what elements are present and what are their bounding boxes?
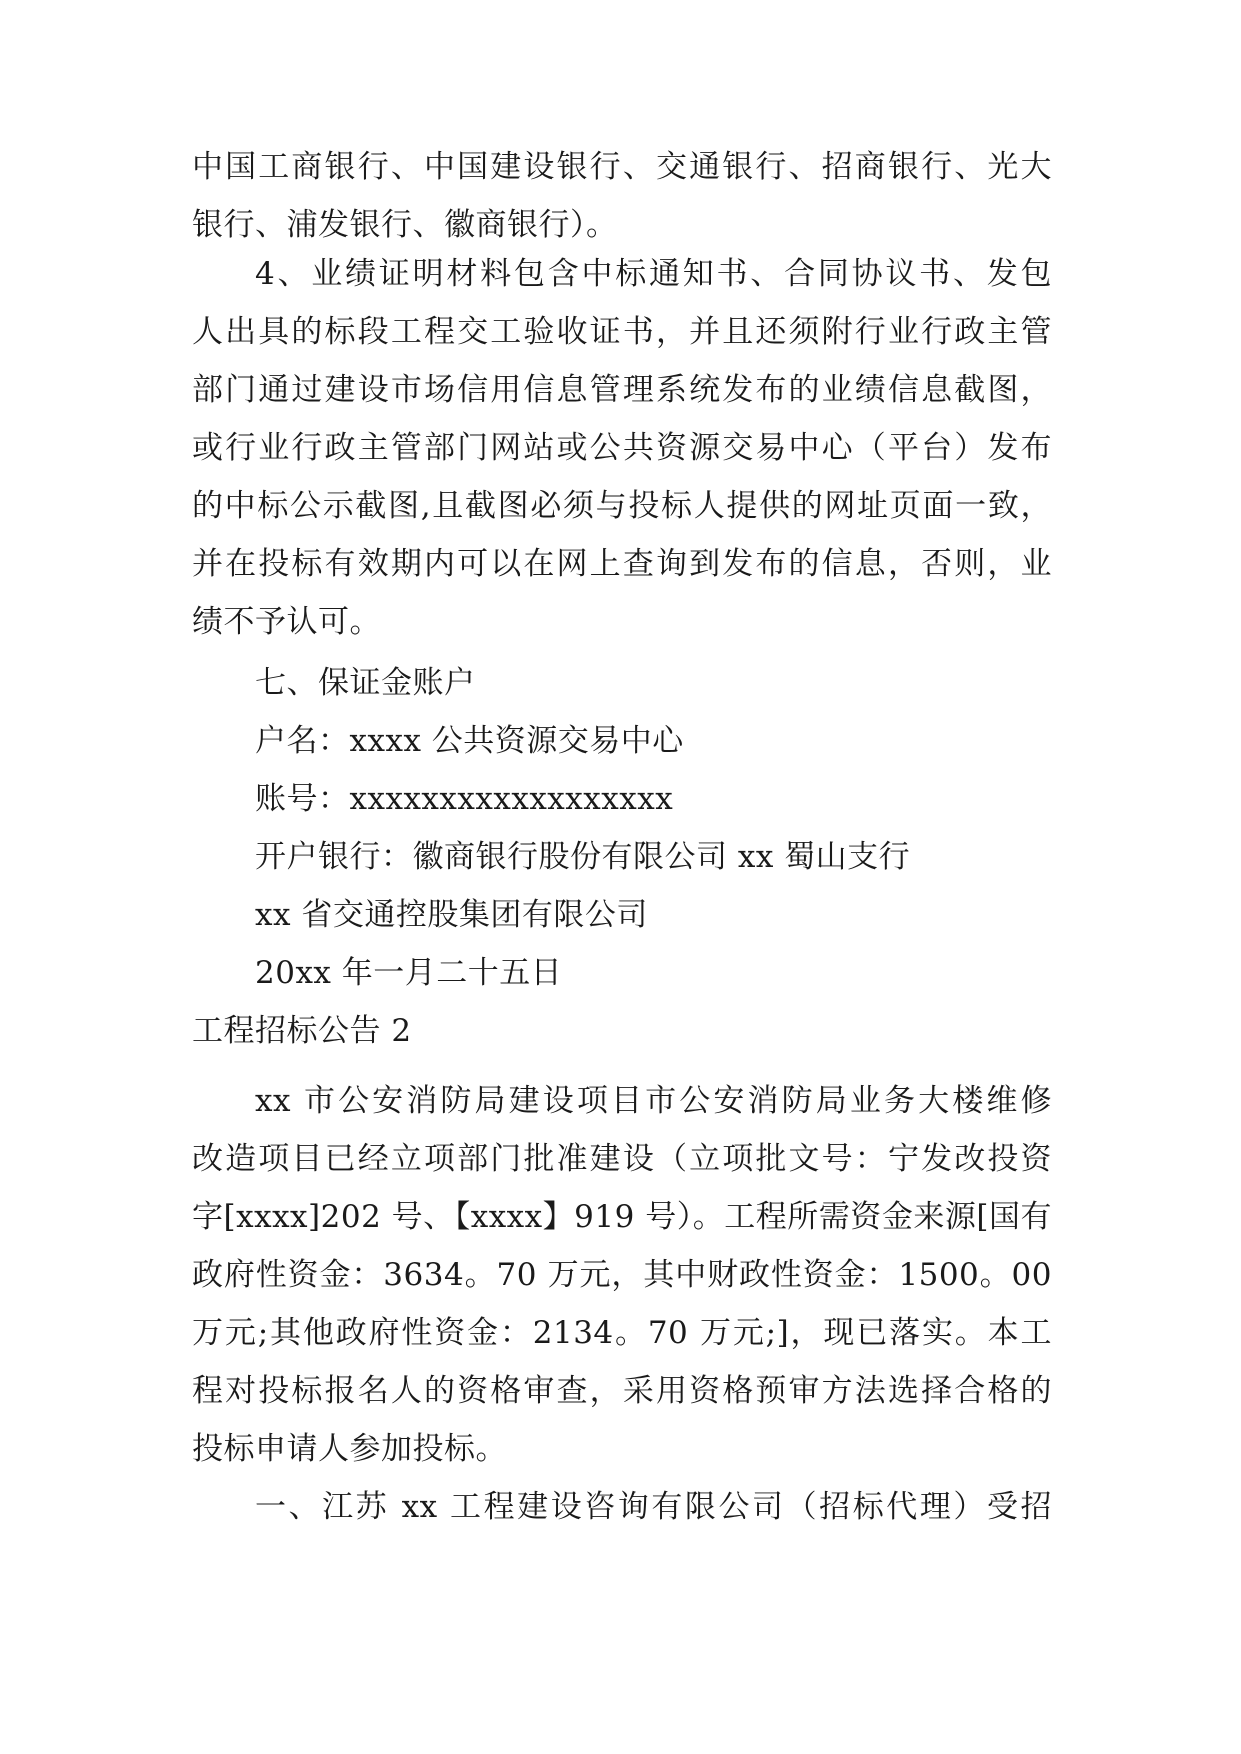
text-line: 万元;其他政府性资金：2134。70 万元;]，现已落实。本工 (192, 1315, 1052, 1351)
paragraph-bank-list (192, 138, 1052, 254)
paragraph-performance-materials (192, 245, 1052, 651)
text-line: 中国工商银行、中国建设银行、交通银行、招商银行、光大 (192, 149, 1052, 185)
paragraph-project-approval (192, 1072, 1052, 1478)
account-name: 户名：xxxx 公共资源交易中心 (255, 723, 684, 759)
text-line: 4、业绩证明材料包含中标通知书、合同协议书、发包 (255, 256, 1052, 292)
text-line: 绩不予认可。 (192, 604, 381, 640)
text-line: 字[xxxx]202 号、【xxxx】919 号）。工程所需资金来源[国有 (192, 1199, 1052, 1235)
text-line: 改造项目已经立项部门批准建设（立项批文号：宁发改投资 (192, 1141, 1052, 1177)
bank-name: 开户银行：徽商银行股份有限公司 xx 蜀山支行 (255, 839, 911, 875)
title-text: 工程招标公告 2 (192, 1013, 412, 1049)
text-line: 的中标公示截图,且截图必须与投标人提供的网址页面一致， (192, 488, 1052, 524)
section-heading: 七、保证金账户 (255, 665, 476, 701)
text-line: 人出具的标段工程交工验收证书，并且还须附行业行政主管 (192, 314, 1052, 350)
document-title (192, 1002, 1052, 1060)
issue-date: 20xx 年一月二十五日 (255, 955, 563, 991)
text-line: 部门通过建设市场信用信息管理系统发布的业绩信息截图， (192, 372, 1052, 408)
text-line: 投标申请人参加投标。 (192, 1431, 507, 1467)
issuer-name: xx 省交通控股集团有限公司 (255, 897, 648, 933)
section-deposit-account (192, 654, 1052, 1002)
account-number: 账号：xxxxxxxxxxxxxxxxxx (255, 781, 674, 817)
text-line: 银行、浦发银行、徽商银行）。 (192, 207, 618, 243)
paragraph-agency (192, 1478, 1052, 1536)
text-line: 程对投标报名人的资格审查，采用资格预审方法选择合格的 (192, 1373, 1052, 1409)
text-line: 并在投标有效期内可以在网上查询到发布的信息，否则，业 (192, 546, 1052, 582)
text-line: 或行业行政主管部门网站或公共资源交易中心（平台）发布 (192, 430, 1052, 466)
text-line: xx 市公安消防局建设项目市公安消防局业务大楼维修 (255, 1083, 1052, 1119)
text-line: 政府性资金：3634。70 万元，其中财政性资金：1500。00 (192, 1257, 1052, 1293)
text-line: 一、江苏 xx 工程建设咨询有限公司（招标代理）受招 (255, 1489, 1052, 1525)
